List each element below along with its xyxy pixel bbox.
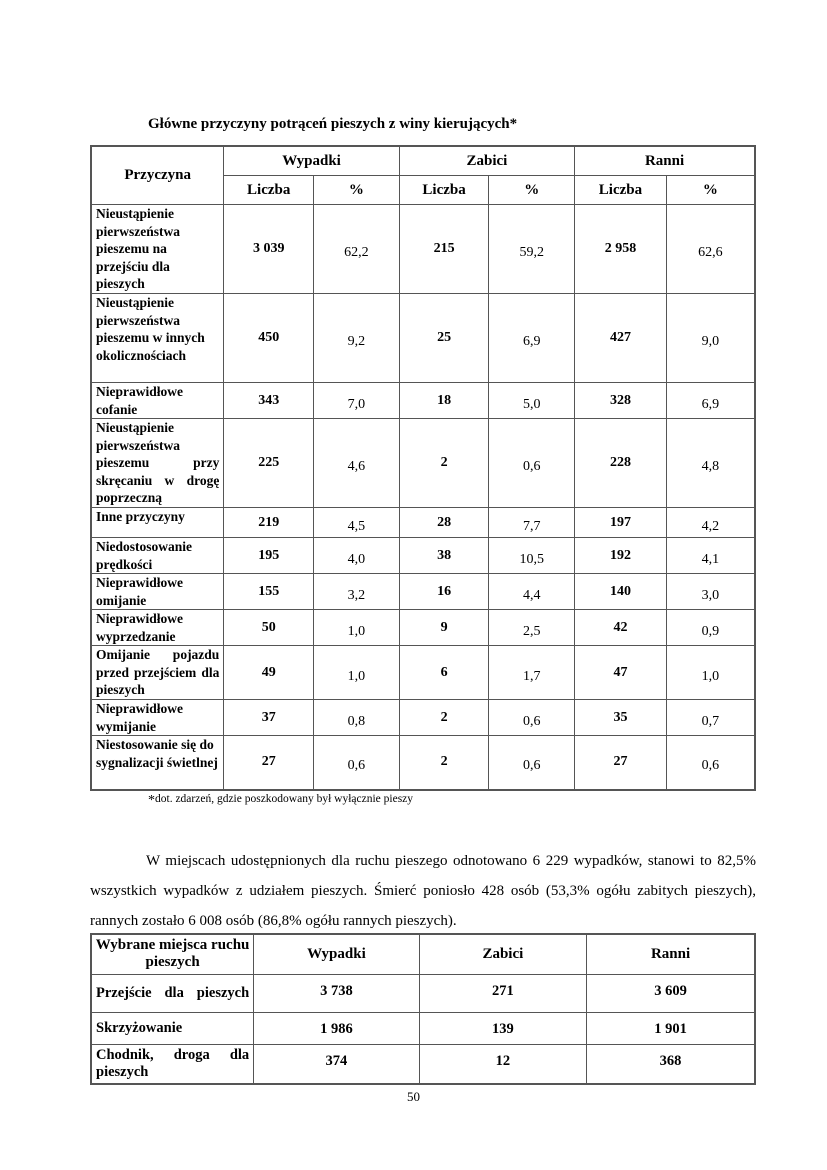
- injured-count: 47: [575, 646, 667, 700]
- killed-percent: 6,9: [489, 294, 575, 383]
- killed-percent: 10,5: [489, 538, 575, 574]
- accidents-value: 374: [254, 1044, 420, 1084]
- table-row: [91, 974, 755, 1012]
- accidents-percent: 3,2: [314, 574, 400, 610]
- subheader-percent: %: [489, 176, 575, 205]
- table-row: [91, 1012, 755, 1044]
- accidents-percent: 9,2: [314, 294, 400, 383]
- injured-percent: 9,0: [666, 294, 755, 383]
- subheader-count: Liczba: [399, 176, 489, 205]
- injured-percent: 3,0: [666, 574, 755, 610]
- injured-percent: 4,8: [666, 419, 755, 508]
- header-group-accidents: Wypadki: [224, 146, 399, 176]
- accidents-value: 1 986: [254, 1012, 420, 1044]
- table-row: [91, 383, 755, 419]
- killed-count: 18: [399, 383, 489, 419]
- row-reason: Nieprawidłowe wyprzedzanie: [91, 610, 224, 646]
- injured-count: 427: [575, 294, 667, 383]
- killed-percent: 0,6: [489, 736, 575, 790]
- accidents-count: 3 039: [224, 205, 314, 294]
- accidents-count: 49: [224, 646, 314, 700]
- killed-percent: 5,0: [489, 383, 575, 419]
- table-row: [91, 508, 755, 538]
- accidents-count: 225: [224, 419, 314, 508]
- injured-percent: 6,9: [666, 383, 755, 419]
- table-row: [91, 1044, 755, 1084]
- injured-count: 27: [575, 736, 667, 790]
- subheader-percent: %: [314, 176, 400, 205]
- killed-percent: 0,6: [489, 700, 575, 736]
- injured-percent: 1,0: [666, 646, 755, 700]
- table-row: [91, 574, 755, 610]
- accidents-count: 450: [224, 294, 314, 383]
- header-group-killed: Zabici: [399, 146, 574, 176]
- injured-count: 2 958: [575, 205, 667, 294]
- table-row: [91, 700, 755, 736]
- subheader-count: Liczba: [224, 176, 314, 205]
- header-reason: Przyczyna: [91, 146, 224, 205]
- table-row: [91, 419, 755, 508]
- killed-count: 6: [399, 646, 489, 700]
- row-place: Chodnik, droga dla pieszych: [91, 1044, 254, 1084]
- accidents-count: 37: [224, 700, 314, 736]
- accidents-percent: 0,8: [314, 700, 400, 736]
- killed-count: 28: [399, 508, 489, 538]
- footnote-text: dot. zdarzeń, gdzie poszkodowany był wyłącznie pieszy: [155, 793, 414, 805]
- row-reason: Nieustąpienie pierwszeństwa pieszemu na przejściu dla pieszych: [91, 205, 224, 294]
- injured-value: 3 609: [587, 974, 755, 1012]
- accidents-count: 343: [224, 383, 314, 419]
- row-reason: Nieprawidłowe omijanie: [91, 574, 224, 610]
- row-reason: Nieprawidłowe cofanie: [91, 383, 224, 419]
- injured-value: 368: [587, 1044, 755, 1084]
- accidents-percent: 4,0: [314, 538, 400, 574]
- row-reason: Omijanie pojazdu przed przejściem dla pieszych: [91, 646, 224, 700]
- injured-percent: 0,7: [666, 700, 755, 736]
- killed-percent: 7,7: [489, 508, 575, 538]
- table-row: [91, 736, 755, 790]
- row-reason: Inne przyczyny: [91, 508, 224, 538]
- killed-value: 271: [419, 974, 586, 1012]
- injured-count: 35: [575, 700, 667, 736]
- killed-count: 16: [399, 574, 489, 610]
- row-reason: Nieustąpienie pierwszeństwa pieszemu w innych okolicznościach: [91, 294, 224, 383]
- killed-percent: 1,7: [489, 646, 575, 700]
- injured-percent: 62,6: [666, 205, 755, 294]
- injured-count: 140: [575, 574, 667, 610]
- accidents-percent: 1,0: [314, 646, 400, 700]
- accidents-count: 219: [224, 508, 314, 538]
- injured-percent: 0,9: [666, 610, 755, 646]
- accidents-count: 27: [224, 736, 314, 790]
- accidents-percent: 62,2: [314, 205, 400, 294]
- injured-count: 228: [575, 419, 667, 508]
- killed-percent: 0,6: [489, 419, 575, 508]
- row-reason: Nieprawidłowe wymijanie: [91, 700, 224, 736]
- row-reason: Nieustąpienie pierwszeństwa pieszemu przy skręcaniu w drogę poprzeczną: [91, 419, 224, 508]
- accidents-value: 3 738: [254, 974, 420, 1012]
- header-accidents: Wypadki: [254, 934, 420, 974]
- injured-count: 197: [575, 508, 667, 538]
- subheader-percent: %: [666, 176, 755, 205]
- accidents-percent: 4,6: [314, 419, 400, 508]
- table-row: [91, 294, 755, 383]
- pedestrian-places-table: [90, 933, 756, 1085]
- table-row: [91, 646, 755, 700]
- causes-table: [90, 145, 756, 791]
- injured-percent: 4,2: [666, 508, 755, 538]
- killed-percent: 59,2: [489, 205, 575, 294]
- accidents-count: 50: [224, 610, 314, 646]
- table1-title: Główne przyczyny potrąceń pieszych z winy kierujących*: [148, 116, 518, 132]
- header-place: Wybrane miejsca ruchu pieszych: [91, 934, 254, 974]
- accidents-count: 195: [224, 538, 314, 574]
- row-reason: Niedostosowanie prędkości: [91, 538, 224, 574]
- killed-count: 38: [399, 538, 489, 574]
- injured-percent: 0,6: [666, 736, 755, 790]
- killed-count: 2: [399, 419, 489, 508]
- accidents-percent: 1,0: [314, 610, 400, 646]
- table-row: [91, 538, 755, 574]
- accidents-percent: 0,6: [314, 736, 400, 790]
- accidents-percent: 7,0: [314, 383, 400, 419]
- killed-value: 139: [419, 1012, 586, 1044]
- injured-count: 328: [575, 383, 667, 419]
- header-group-injured: Ranni: [575, 146, 755, 176]
- injured-count: 42: [575, 610, 667, 646]
- table-row: [91, 610, 755, 646]
- header-injured: Ranni: [587, 934, 755, 974]
- page-number: 50: [407, 1089, 420, 1104]
- accidents-percent: 4,5: [314, 508, 400, 538]
- killed-count: 2: [399, 700, 489, 736]
- header-killed: Zabici: [419, 934, 586, 974]
- accidents-count: 155: [224, 574, 314, 610]
- killed-percent: 4,4: [489, 574, 575, 610]
- killed-value: 12: [419, 1044, 586, 1084]
- row-place: Przejście dla pieszych: [91, 974, 254, 1012]
- subheader-count: Liczba: [575, 176, 667, 205]
- row-reason: Niestosowanie się do sygnalizacji świetlnej: [91, 736, 224, 790]
- killed-count: 9: [399, 610, 489, 646]
- injured-percent: 4,1: [666, 538, 755, 574]
- injured-count: 192: [575, 538, 667, 574]
- table-row: [91, 205, 755, 294]
- killed-count: 2: [399, 736, 489, 790]
- killed-count: 25: [399, 294, 489, 383]
- killed-percent: 2,5: [489, 610, 575, 646]
- paragraph-text: W miejscach udostępnionych dla ruchu pieszego odnotowano 6 229 wypadków, stanowi to 82,5% wszystkich wypadków z udziałem pieszych. Śmierć poniosło 428 osób (53,3% ogółu zabitych pieszych), rannych zostało 6 008 osób (86,8% ogółu rannych pieszych).: [90, 853, 756, 929]
- table1-footnote: [148, 793, 413, 809]
- injured-value: 1 901: [587, 1012, 755, 1044]
- killed-count: 215: [399, 205, 489, 294]
- footnote-mark: *: [148, 793, 155, 808]
- body-paragraph: [90, 846, 756, 936]
- row-place: Skrzyżowanie: [91, 1012, 254, 1044]
